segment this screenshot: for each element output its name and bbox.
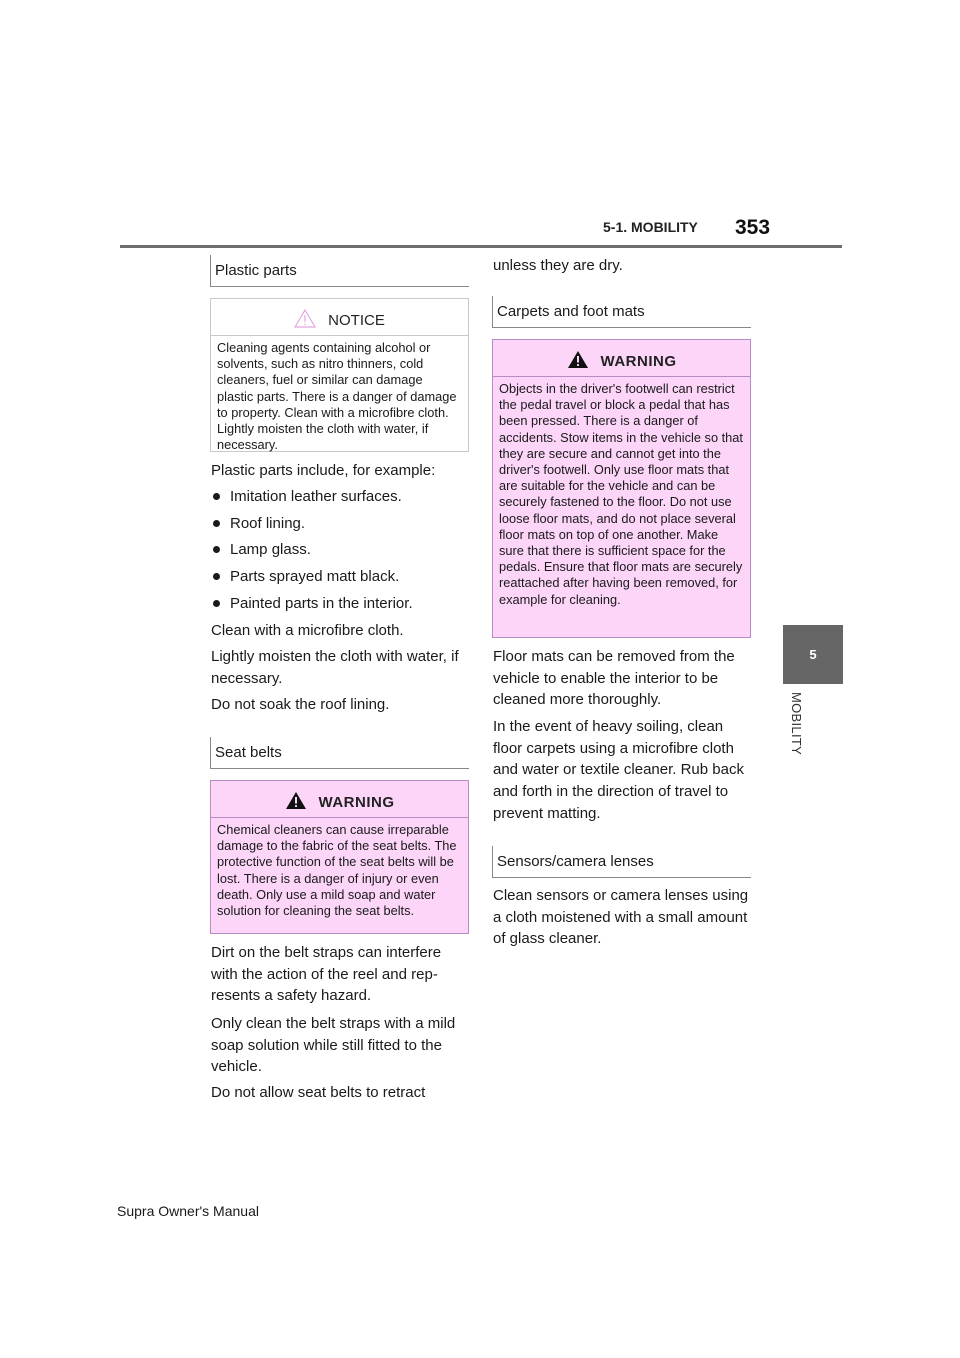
list-item: Painted parts in the interior.: [213, 595, 413, 612]
paragraph: Lightly moisten the cloth with water, if necessary.: [211, 648, 459, 687]
manual-title: Supra Owner's Manual: [117, 1203, 259, 1219]
warning-title: WARNING: [600, 353, 677, 370]
paragraph: Dirt on the belt straps can interfere with the action of the reel and represents a safety hazard.: [211, 944, 442, 1005]
warning-text: Objects in the driver's footwell can restrict the pedal travel or block a pedal that has been pressed. There is a danger of accidents. Stow items in the vehicle so that they are secure and cannot get into the driver's footwell. Only use floor mats that are suitable for the vehicle and can be securely fastened to the floor. Do not use loose floor mats, and do not place several floor mats on top of one another. Make sure that there is sufficient space for the pedals. Ensure that floor mats are securely reattached after having been removed, for example for cleaning.: [499, 381, 743, 607]
page-number: 353: [735, 216, 771, 239]
paragraph: Do not allow seat belts to retract: [211, 1084, 426, 1101]
list-item: Parts sprayed matt black.: [213, 568, 399, 585]
paragraph: Clean sensors or camera lenses using a cloth moistened with a small amount of glass cleaner.: [493, 887, 749, 948]
paragraph: Clean with a microfibre cloth.: [211, 622, 404, 639]
paragraph-continued: unless they are dry.: [493, 257, 623, 274]
notice-text: Cleaning agents containing alcohol or solvents, such as nitro thinners, cold cleaners, fuel or similar can damage plastic parts. There is a danger of damage to property. Clean with a microfibre cloth. Lightly moisten the cloth with water, if necessary.: [217, 340, 457, 453]
warning-triangle-icon: [567, 350, 589, 369]
plastic-intro: Plastic parts include, for example:: [211, 462, 436, 479]
notice-title-row: [211, 309, 468, 327]
warning-box-floor-mats: [492, 339, 751, 638]
notice-title: NOTICE: [328, 312, 385, 329]
paragraph: In the event of heavy soiling, clean floor carpets using a microfibre cloth and water or textile cleaner. Rub back and forth in the direction of travel to prevent matting.: [493, 718, 744, 822]
list-item: Roof lining.: [213, 515, 305, 532]
heading-carpets-foot-mats: Carpets and foot mats: [492, 296, 751, 328]
paragraph: Do not soak the roof lining.: [211, 696, 390, 713]
chapter-side-label: MOBILITY: [789, 692, 804, 756]
chapter-number: 5: [809, 647, 817, 662]
warning-box-seat-belts: [210, 780, 469, 934]
warning-triangle-icon: [285, 791, 307, 810]
warning-text: Chemical cleaners can cause irreparable damage to the fabric of the seat belts. The protective function of the seat belts will be lost. There is a danger of injury or even death. Only use a mild soap and water solution for cleaning the seat belts.: [217, 822, 457, 919]
heading-seat-belts: Seat belts: [210, 737, 469, 769]
paragraph: Floor mats can be removed from the vehicle to enable the interior to be cleaned more thoroughly.: [493, 648, 735, 709]
heading-plastic-parts: Plastic parts: [210, 255, 469, 287]
warning-title-row: [211, 791, 468, 809]
list-item: Lamp glass.: [213, 541, 311, 558]
notice-box: [210, 298, 469, 452]
warning-title: WARNING: [318, 794, 395, 811]
list-item: Imitation leather surfaces.: [213, 488, 402, 505]
chapter-tab[interactable]: [783, 625, 843, 684]
section-title: 5-1. MOBILITY: [603, 219, 698, 235]
heading-sensors-camera-lenses: Sensors/camera lenses: [492, 846, 751, 878]
caution-triangle-icon: [294, 309, 316, 328]
header-rule: [120, 245, 842, 248]
warning-title-row: [493, 350, 750, 368]
paragraph: Only clean the belt straps with a mild soap solution while still fitted to the vehicle.: [211, 1015, 456, 1076]
